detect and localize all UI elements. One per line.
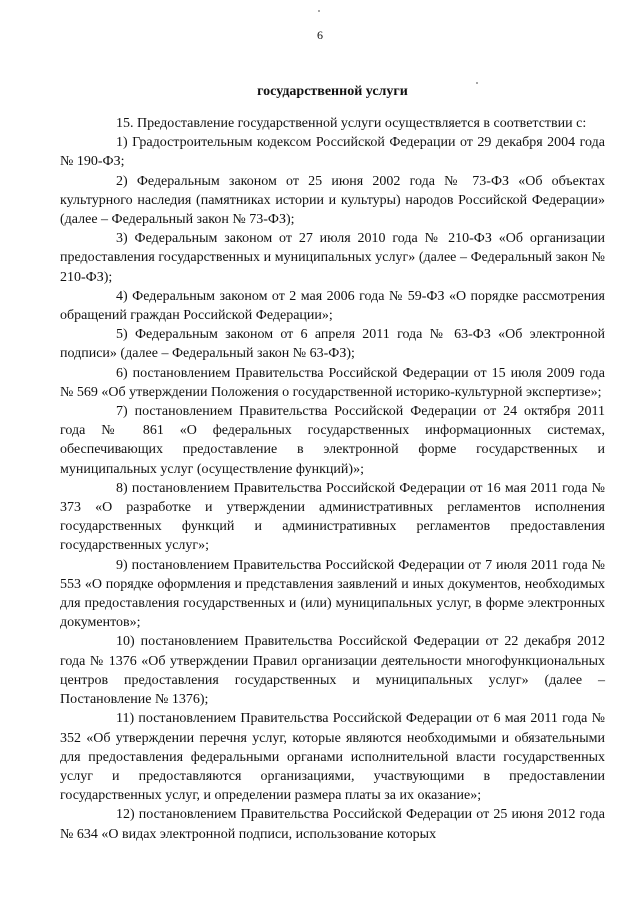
scan-speck bbox=[318, 10, 320, 12]
paragraph: 11) постановлением Правительства Российской Федерации от 6 мая 2011 года № 352 «Об утверждении перечня услуг, которые являются необходимыми и обязательными для предоставления федеральными органами исполнительной власти государственных услуг и предоставляются организациями, участвующими в предоставлении государственных услуг, и определении размера платы за их оказание»; bbox=[60, 711, 605, 804]
paragraph: 12) постановлением Правительства Российской Федерации от 25 июня 2012 года № 634 «О видах электронной подписи, использование которых bbox=[60, 807, 605, 842]
paragraph: 5) Федеральным законом от 6 апреля 2011 года № 63-ФЗ «Об электронной подписи» (далее – Федеральный закон № 63-ФЗ); bbox=[60, 327, 605, 362]
paragraph: 9) постановлением Правительства Российской Федерации от 7 июля 2011 года № 553 «О порядке оформления и представления заявлений и иных документов, необходимых для предоставления государственных и (или) муниципальных услуг, в форме электронных документов»; bbox=[60, 557, 605, 631]
paragraph: 10) постановлением Правительства Российской Федерации от 22 декабря 2012 года № 1376 «Об утверждении Правил организации деятельности многофункциональных центров предоставления государственных и муниципальных услуг» (далее – Постановление № 1376); bbox=[60, 634, 605, 708]
paragraph: 1) Градостроительным кодексом Российской Федерации от 29 декабря 2004 года № 190-ФЗ; bbox=[60, 135, 605, 170]
paragraph: 6) постановлением Правительства Российской Федерации от 15 июля 2009 года № 569 «Об утверждении Положения о государственной историко-культурной экспертизе»; bbox=[60, 365, 605, 400]
paragraph: 15. Предоставление государственной услуги осуществляется в соответствии с: bbox=[116, 116, 587, 131]
paragraph: 8) постановлением Правительства Российской Федерации от 16 мая 2011 года № 373 «О разработке и утверждении административных регламентов исполнения государственных функций и административных регламентов предоставления государственных услуг»; bbox=[60, 480, 605, 554]
section-heading: государственной услуги bbox=[257, 84, 408, 99]
page-number: 6 bbox=[317, 28, 323, 42]
paragraph: 4) Федеральным законом от 2 мая 2006 года № 59-ФЗ «О порядке рассмотрения обращений граждан Российской Федерации»; bbox=[60, 288, 605, 324]
paragraph: 3) Федеральным законом от 27 июля 2010 года № 210-ФЗ «Об организации предоставления государственных и муниципальных услуг» (далее – Федеральный закон № 210-ФЗ); bbox=[60, 231, 605, 285]
paragraph: 2) Федеральным законом от 25 июня 2002 года № 73-ФЗ «Об объектах культурного наследия (памятниках истории и культуры) народов Российской Федерации» (далее – Федеральный закон № 73-ФЗ); bbox=[60, 173, 605, 228]
paragraph: 7) постановлением Правительства Российской Федерации от 24 октября 2011 года № 861 «О федеральных государственных информационных системах, обеспечивающих предоставление в электронной форме государственных и муниципальных услуг (осуществление функций)»; bbox=[60, 404, 605, 477]
body-text bbox=[60, 114, 605, 844]
